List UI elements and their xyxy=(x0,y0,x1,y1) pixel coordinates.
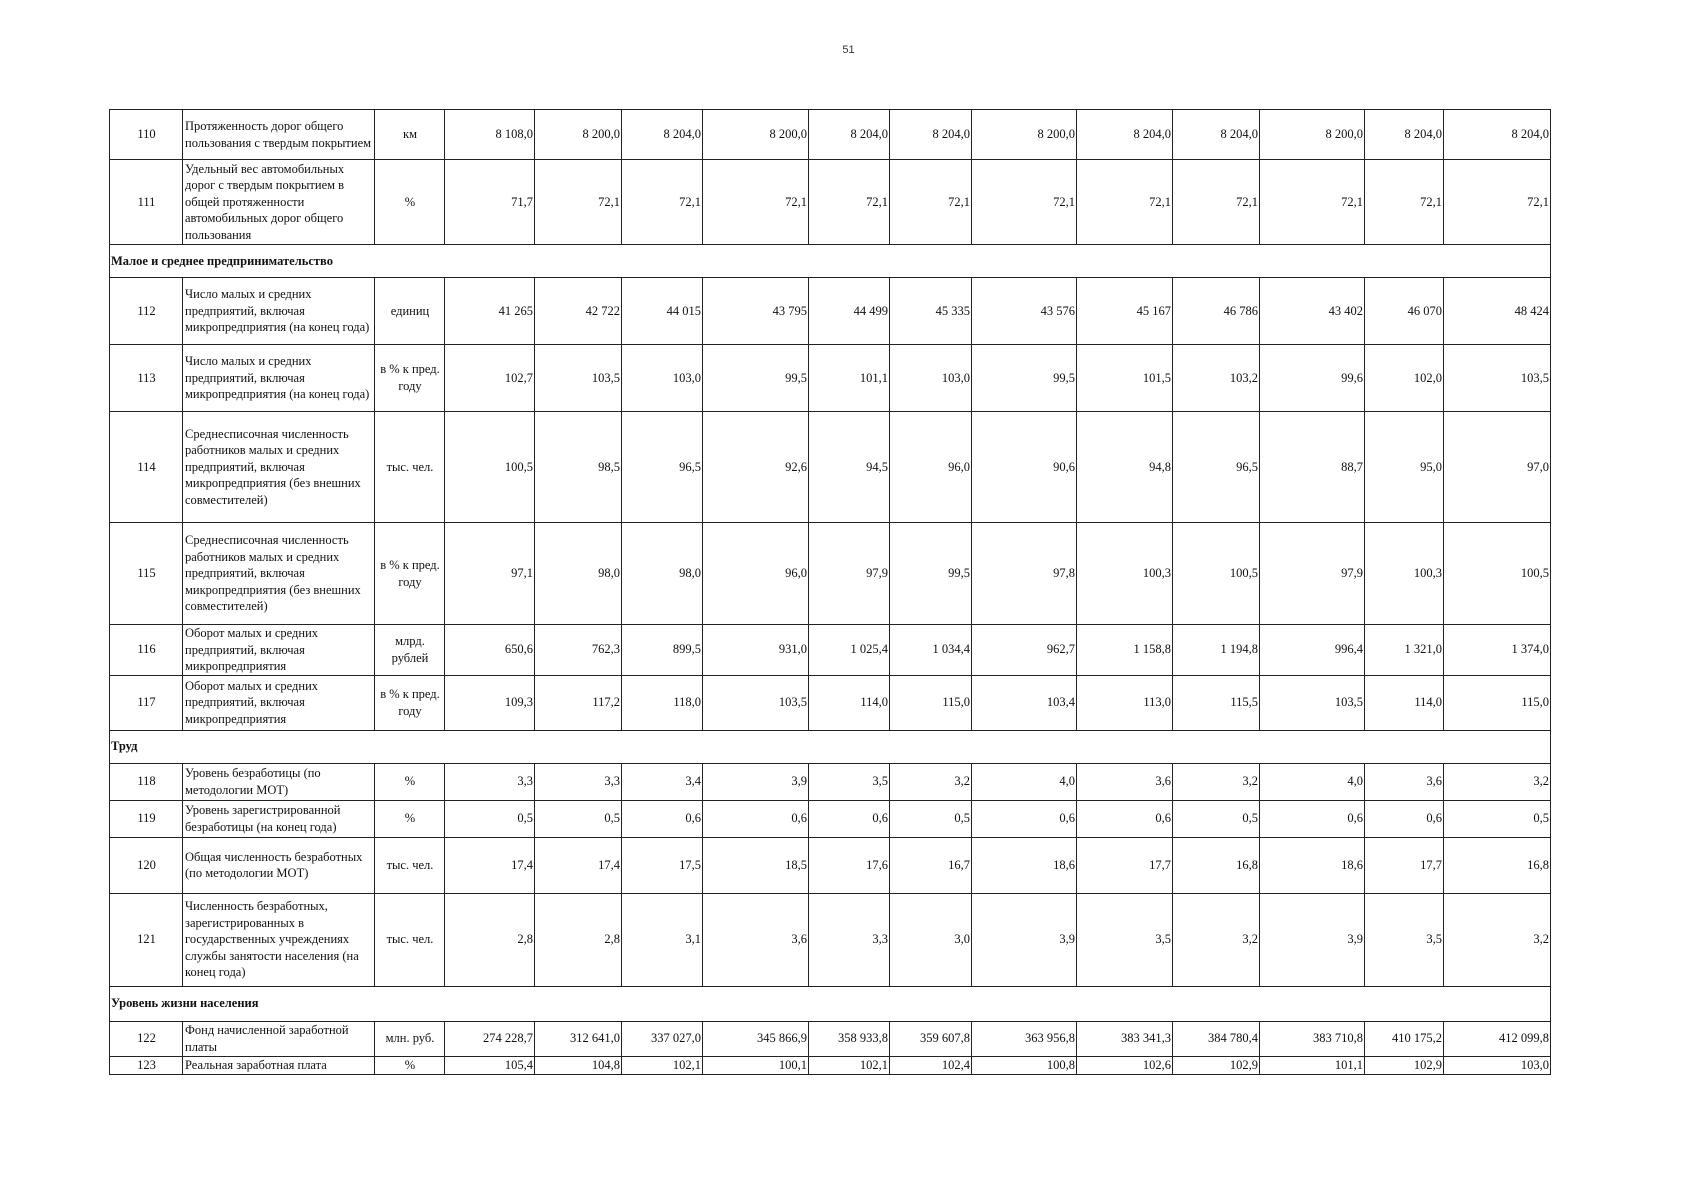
indicator-name: Оборот малых и средних предприятий, включая микропредприятия xyxy=(183,675,375,730)
value-cell: 16,8 xyxy=(1173,837,1260,893)
row-number: 117 xyxy=(110,675,183,730)
value-cell: 92,6 xyxy=(703,412,809,523)
value-cell: 97,0 xyxy=(1444,412,1551,523)
table-row xyxy=(110,345,1551,412)
indicator-name: Общая численность безработных (по методологии МОТ) xyxy=(183,837,375,893)
value-cell: 18,6 xyxy=(1260,837,1365,893)
value-cell: 345 866,9 xyxy=(703,1021,809,1056)
value-cell: 1 321,0 xyxy=(1365,625,1444,676)
value-cell: 103,5 xyxy=(703,675,809,730)
indicator-name: Уровень зарегистрированной безработицы (на конец года) xyxy=(183,800,375,837)
value-cell: 101,5 xyxy=(1077,345,1173,412)
value-cell: 8 200,0 xyxy=(703,110,809,160)
value-cell: 100,3 xyxy=(1077,523,1173,625)
value-cell: 43 576 xyxy=(972,278,1077,345)
row-number: 122 xyxy=(110,1021,183,1056)
table-row xyxy=(110,1056,1551,1074)
value-cell: 94,5 xyxy=(809,412,890,523)
value-cell: 3,0 xyxy=(890,893,972,986)
value-cell: 43 795 xyxy=(703,278,809,345)
value-cell: 115,5 xyxy=(1173,675,1260,730)
value-cell: 0,6 xyxy=(809,800,890,837)
row-number: 119 xyxy=(110,800,183,837)
unit: в % к пред. году xyxy=(375,345,445,412)
value-cell: 102,9 xyxy=(1365,1056,1444,1074)
value-cell: 931,0 xyxy=(703,625,809,676)
value-cell: 18,6 xyxy=(972,837,1077,893)
unit: % xyxy=(375,160,445,245)
row-number: 111 xyxy=(110,160,183,245)
indicator-name: Удельный вес автомобильных дорог с твердым покрытием в общей протяженности автомобильных дорог общего пользования xyxy=(183,160,375,245)
value-cell: 8 204,0 xyxy=(809,110,890,160)
value-cell: 45 335 xyxy=(890,278,972,345)
value-cell: 96,5 xyxy=(1173,412,1260,523)
value-cell: 101,1 xyxy=(809,345,890,412)
indicator-name: Фонд начисленной заработной платы xyxy=(183,1021,375,1056)
value-cell: 8 200,0 xyxy=(535,110,622,160)
row-number: 114 xyxy=(110,412,183,523)
value-cell: 96,0 xyxy=(703,523,809,625)
value-cell: 8 204,0 xyxy=(1444,110,1551,160)
value-cell: 17,4 xyxy=(535,837,622,893)
value-cell: 3,5 xyxy=(1365,893,1444,986)
value-cell: 100,1 xyxy=(703,1056,809,1074)
value-cell: 383 341,3 xyxy=(1077,1021,1173,1056)
value-cell: 72,1 xyxy=(1077,160,1173,245)
unit: млрд. рублей xyxy=(375,625,445,676)
value-cell: 99,5 xyxy=(972,345,1077,412)
value-cell: 103,5 xyxy=(535,345,622,412)
indicator-name: Оборот малых и средних предприятий, включая микропредприятия xyxy=(183,625,375,676)
value-cell: 72,1 xyxy=(1260,160,1365,245)
table-row xyxy=(110,1021,1551,1056)
unit: % xyxy=(375,1056,445,1074)
value-cell: 102,4 xyxy=(890,1056,972,1074)
value-cell: 17,4 xyxy=(445,837,535,893)
value-cell: 96,5 xyxy=(622,412,703,523)
table-row xyxy=(110,523,1551,625)
unit: в % к пред. году xyxy=(375,675,445,730)
value-cell: 41 265 xyxy=(445,278,535,345)
indicator-name: Протяженность дорог общего пользования с твердым покрытием xyxy=(183,110,375,160)
value-cell: 8 204,0 xyxy=(622,110,703,160)
value-cell: 17,5 xyxy=(622,837,703,893)
row-number: 118 xyxy=(110,763,183,800)
value-cell: 3,3 xyxy=(445,763,535,800)
table-row xyxy=(110,160,1551,245)
value-cell: 102,7 xyxy=(445,345,535,412)
value-cell: 8 204,0 xyxy=(1365,110,1444,160)
value-cell: 17,7 xyxy=(1365,837,1444,893)
value-cell: 104,8 xyxy=(535,1056,622,1074)
indicator-name: Реальная заработная плата xyxy=(183,1056,375,1074)
value-cell: 3,6 xyxy=(1365,763,1444,800)
table-row xyxy=(110,837,1551,893)
row-number: 116 xyxy=(110,625,183,676)
section-header-row xyxy=(110,730,1551,763)
indicator-name: Среднесписочная численность работников малых и средних предприятий, включая микропредприятия (без внешних совместителей) xyxy=(183,523,375,625)
value-cell: 16,8 xyxy=(1444,837,1551,893)
unit: тыс. чел. xyxy=(375,893,445,986)
value-cell: 0,5 xyxy=(1173,800,1260,837)
value-cell: 1 158,8 xyxy=(1077,625,1173,676)
value-cell: 72,1 xyxy=(1173,160,1260,245)
unit: единиц xyxy=(375,278,445,345)
value-cell: 0,6 xyxy=(1365,800,1444,837)
value-cell: 97,9 xyxy=(1260,523,1365,625)
value-cell: 100,3 xyxy=(1365,523,1444,625)
value-cell: 3,2 xyxy=(890,763,972,800)
value-cell: 96,0 xyxy=(890,412,972,523)
value-cell: 114,0 xyxy=(1365,675,1444,730)
value-cell: 3,3 xyxy=(809,893,890,986)
value-cell: 44 015 xyxy=(622,278,703,345)
value-cell: 0,6 xyxy=(703,800,809,837)
value-cell: 105,4 xyxy=(445,1056,535,1074)
row-number: 121 xyxy=(110,893,183,986)
row-number: 110 xyxy=(110,110,183,160)
value-cell: 94,8 xyxy=(1077,412,1173,523)
value-cell: 98,5 xyxy=(535,412,622,523)
value-cell: 117,2 xyxy=(535,675,622,730)
value-cell: 0,6 xyxy=(1077,800,1173,837)
value-cell: 337 027,0 xyxy=(622,1021,703,1056)
value-cell: 4,0 xyxy=(1260,763,1365,800)
value-cell: 3,5 xyxy=(809,763,890,800)
section-title: Уровень жизни населения xyxy=(110,986,1551,1021)
value-cell: 114,0 xyxy=(809,675,890,730)
value-cell: 3,9 xyxy=(1260,893,1365,986)
value-cell: 103,0 xyxy=(622,345,703,412)
row-number: 115 xyxy=(110,523,183,625)
value-cell: 72,1 xyxy=(890,160,972,245)
value-cell: 0,5 xyxy=(1444,800,1551,837)
indicators-table xyxy=(109,109,1551,1075)
value-cell: 115,0 xyxy=(1444,675,1551,730)
table-row xyxy=(110,800,1551,837)
value-cell: 3,9 xyxy=(703,763,809,800)
value-cell: 103,0 xyxy=(1444,1056,1551,1074)
value-cell: 3,2 xyxy=(1173,763,1260,800)
value-cell: 99,6 xyxy=(1260,345,1365,412)
section-header-row xyxy=(110,245,1551,278)
value-cell: 0,5 xyxy=(445,800,535,837)
value-cell: 1 374,0 xyxy=(1444,625,1551,676)
value-cell: 1 194,8 xyxy=(1173,625,1260,676)
value-cell: 45 167 xyxy=(1077,278,1173,345)
value-cell: 8 200,0 xyxy=(972,110,1077,160)
value-cell: 102,6 xyxy=(1077,1056,1173,1074)
value-cell: 312 641,0 xyxy=(535,1021,622,1056)
value-cell: 102,0 xyxy=(1365,345,1444,412)
unit: тыс. чел. xyxy=(375,837,445,893)
value-cell: 97,8 xyxy=(972,523,1077,625)
value-cell: 383 710,8 xyxy=(1260,1021,1365,1056)
value-cell: 3,2 xyxy=(1444,893,1551,986)
value-cell: 102,1 xyxy=(622,1056,703,1074)
section-title: Малое и среднее предпринимательство xyxy=(110,245,1551,278)
indicator-name: Среднесписочная численность работников малых и средних предприятий, включая микропредприятия (без внешних совместителей) xyxy=(183,412,375,523)
value-cell: 384 780,4 xyxy=(1173,1021,1260,1056)
value-cell: 100,5 xyxy=(1173,523,1260,625)
value-cell: 2,8 xyxy=(535,893,622,986)
value-cell: 44 499 xyxy=(809,278,890,345)
value-cell: 359 607,8 xyxy=(890,1021,972,1056)
value-cell: 962,7 xyxy=(972,625,1077,676)
value-cell: 3,6 xyxy=(703,893,809,986)
value-cell: 3,1 xyxy=(622,893,703,986)
value-cell: 102,9 xyxy=(1173,1056,1260,1074)
value-cell: 358 933,8 xyxy=(809,1021,890,1056)
unit: тыс. чел. xyxy=(375,412,445,523)
indicator-name: Число малых и средних предприятий, включая микропредприятия (на конец года) xyxy=(183,345,375,412)
value-cell: 412 099,8 xyxy=(1444,1021,1551,1056)
section-title: Труд xyxy=(110,730,1551,763)
unit: % xyxy=(375,800,445,837)
value-cell: 16,7 xyxy=(890,837,972,893)
unit: км xyxy=(375,110,445,160)
value-cell: 8 204,0 xyxy=(1173,110,1260,160)
value-cell: 363 956,8 xyxy=(972,1021,1077,1056)
value-cell: 90,6 xyxy=(972,412,1077,523)
value-cell: 102,1 xyxy=(809,1056,890,1074)
value-cell: 996,4 xyxy=(1260,625,1365,676)
value-cell: 8 204,0 xyxy=(1077,110,1173,160)
value-cell: 0,5 xyxy=(890,800,972,837)
value-cell: 72,1 xyxy=(1365,160,1444,245)
value-cell: 899,5 xyxy=(622,625,703,676)
value-cell: 3,2 xyxy=(1444,763,1551,800)
value-cell: 0,6 xyxy=(1260,800,1365,837)
table-row xyxy=(110,412,1551,523)
table-row xyxy=(110,110,1551,160)
unit: в % к пред. году xyxy=(375,523,445,625)
value-cell: 97,9 xyxy=(809,523,890,625)
value-cell: 100,5 xyxy=(445,412,535,523)
value-cell: 72,1 xyxy=(703,160,809,245)
value-cell: 3,4 xyxy=(622,763,703,800)
value-cell: 3,6 xyxy=(1077,763,1173,800)
value-cell: 3,5 xyxy=(1077,893,1173,986)
value-cell: 762,3 xyxy=(535,625,622,676)
value-cell: 103,2 xyxy=(1173,345,1260,412)
value-cell: 2,8 xyxy=(445,893,535,986)
value-cell: 103,5 xyxy=(1444,345,1551,412)
indicator-name: Численность безработных, зарегистрированных в государственных учреждениях службы занятости населения (на конец года) xyxy=(183,893,375,986)
value-cell: 71,7 xyxy=(445,160,535,245)
value-cell: 18,5 xyxy=(703,837,809,893)
value-cell: 3,9 xyxy=(972,893,1077,986)
table-row xyxy=(110,893,1551,986)
value-cell: 118,0 xyxy=(622,675,703,730)
table-row xyxy=(110,675,1551,730)
value-cell: 410 175,2 xyxy=(1365,1021,1444,1056)
value-cell: 0,6 xyxy=(972,800,1077,837)
value-cell: 48 424 xyxy=(1444,278,1551,345)
table-row xyxy=(110,625,1551,676)
value-cell: 100,5 xyxy=(1444,523,1551,625)
value-cell: 113,0 xyxy=(1077,675,1173,730)
value-cell: 109,3 xyxy=(445,675,535,730)
value-cell: 650,6 xyxy=(445,625,535,676)
value-cell: 98,0 xyxy=(622,523,703,625)
value-cell: 3,2 xyxy=(1173,893,1260,986)
value-cell: 46 070 xyxy=(1365,278,1444,345)
unit: млн. руб. xyxy=(375,1021,445,1056)
value-cell: 17,7 xyxy=(1077,837,1173,893)
indicator-name: Уровень безработицы (по методологии МОТ) xyxy=(183,763,375,800)
value-cell: 8 204,0 xyxy=(890,110,972,160)
value-cell: 42 722 xyxy=(535,278,622,345)
value-cell: 99,5 xyxy=(890,523,972,625)
value-cell: 115,0 xyxy=(890,675,972,730)
value-cell: 100,8 xyxy=(972,1056,1077,1074)
value-cell: 72,1 xyxy=(622,160,703,245)
row-number: 112 xyxy=(110,278,183,345)
value-cell: 97,1 xyxy=(445,523,535,625)
value-cell: 0,5 xyxy=(535,800,622,837)
value-cell: 101,1 xyxy=(1260,1056,1365,1074)
value-cell: 8 200,0 xyxy=(1260,110,1365,160)
value-cell: 103,4 xyxy=(972,675,1077,730)
section-header-row xyxy=(110,986,1551,1021)
value-cell: 46 786 xyxy=(1173,278,1260,345)
row-number: 113 xyxy=(110,345,183,412)
value-cell: 99,5 xyxy=(703,345,809,412)
value-cell: 4,0 xyxy=(972,763,1077,800)
value-cell: 17,6 xyxy=(809,837,890,893)
value-cell: 0,6 xyxy=(622,800,703,837)
unit: % xyxy=(375,763,445,800)
row-number: 120 xyxy=(110,837,183,893)
value-cell: 72,1 xyxy=(809,160,890,245)
value-cell: 43 402 xyxy=(1260,278,1365,345)
row-number: 123 xyxy=(110,1056,183,1074)
value-cell: 3,3 xyxy=(535,763,622,800)
value-cell: 98,0 xyxy=(535,523,622,625)
value-cell: 8 108,0 xyxy=(445,110,535,160)
value-cell: 95,0 xyxy=(1365,412,1444,523)
value-cell: 274 228,7 xyxy=(445,1021,535,1056)
value-cell: 1 025,4 xyxy=(809,625,890,676)
value-cell: 103,5 xyxy=(1260,675,1365,730)
value-cell: 103,0 xyxy=(890,345,972,412)
value-cell: 72,1 xyxy=(1444,160,1551,245)
indicator-name: Число малых и средних предприятий, включая микропредприятия (на конец года) xyxy=(183,278,375,345)
value-cell: 88,7 xyxy=(1260,412,1365,523)
value-cell: 1 034,4 xyxy=(890,625,972,676)
table-body xyxy=(110,110,1551,1075)
page-number: 51 xyxy=(842,44,855,56)
value-cell: 72,1 xyxy=(972,160,1077,245)
value-cell: 72,1 xyxy=(535,160,622,245)
table-row xyxy=(110,763,1551,800)
table-row xyxy=(110,278,1551,345)
